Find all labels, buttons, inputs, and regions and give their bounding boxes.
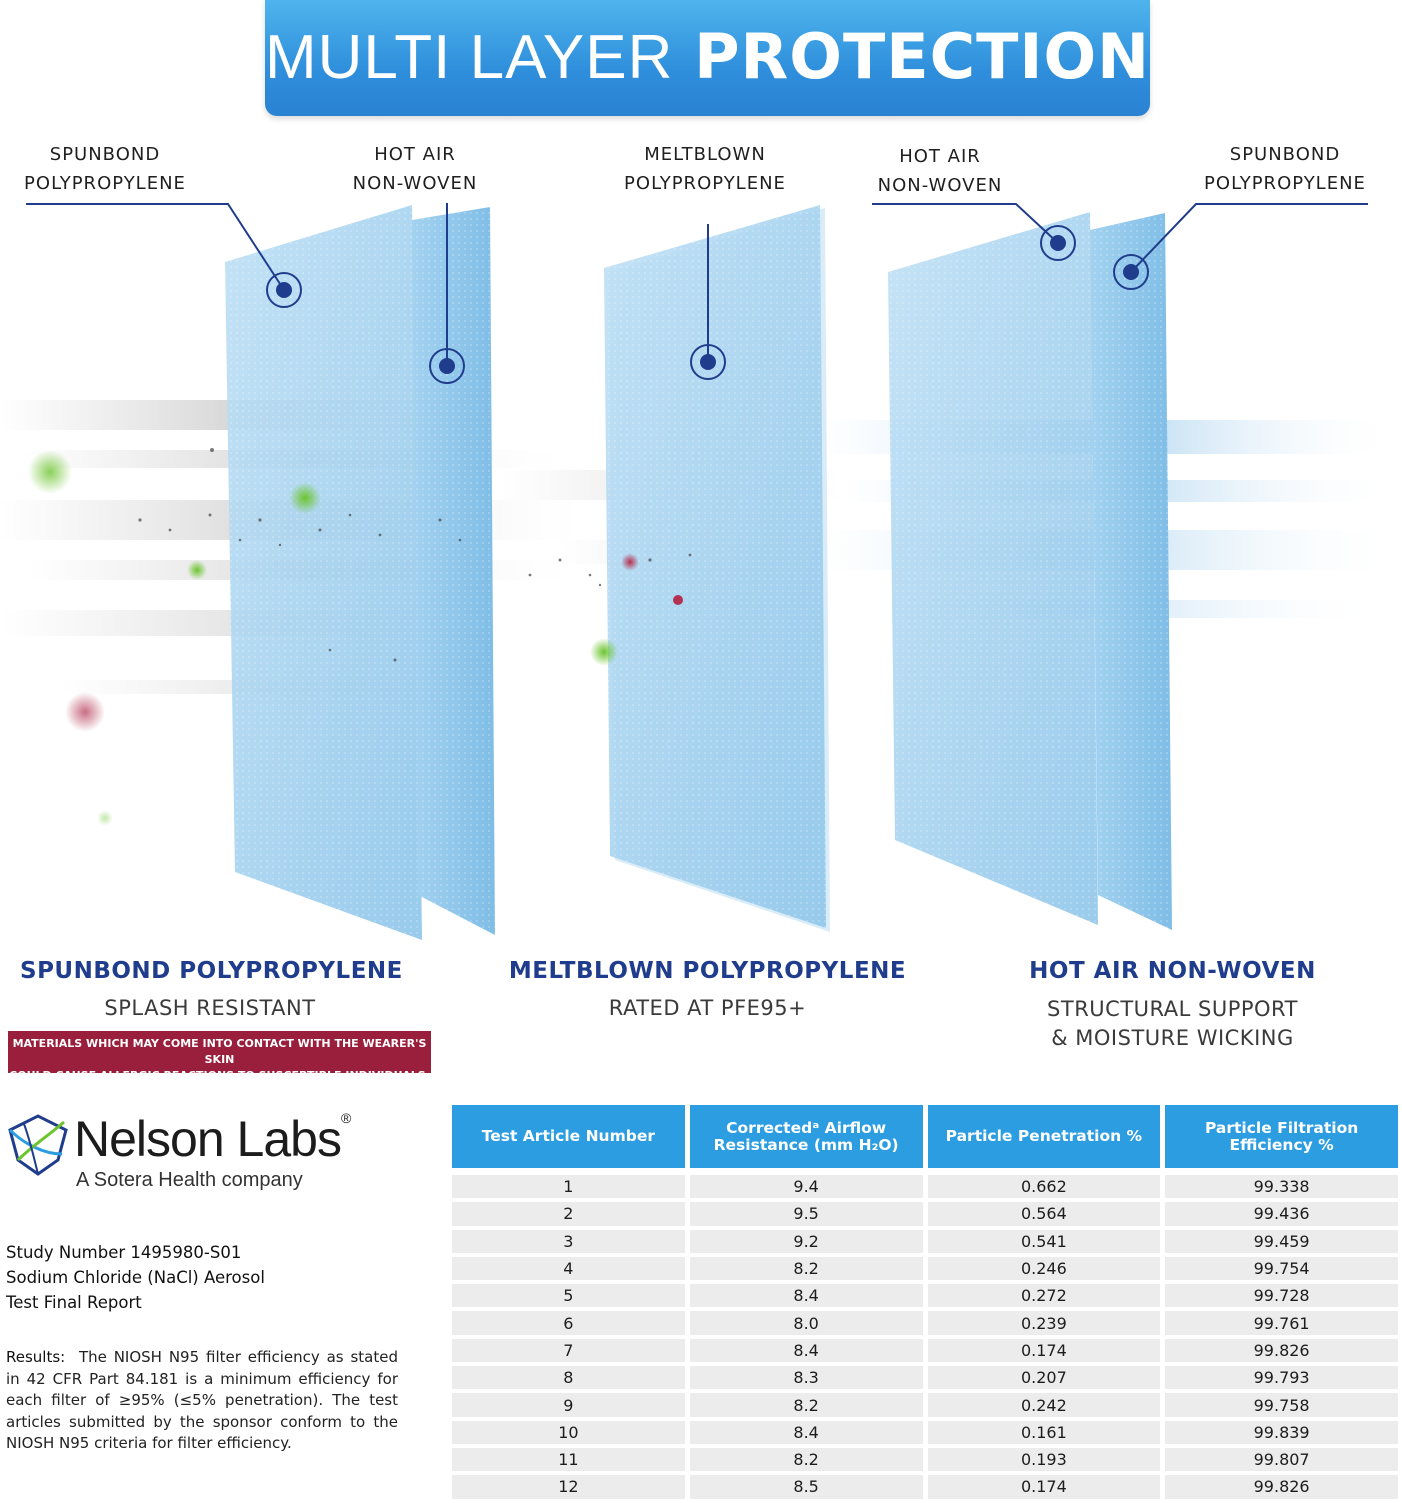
table-row: [452, 1339, 1398, 1362]
layer-hotair-left: [412, 207, 495, 935]
layer-label-line: HOT AIR: [899, 146, 981, 167]
layer-label-line: POLYPROPYLENE: [24, 173, 186, 194]
table-cell: 99.839: [1165, 1421, 1398, 1444]
warning-line: COULD CAUSE ALLERGIC REACTIONS TO SUSCEPTIBLE INDIVIDUALS.: [9, 1069, 430, 1082]
banner-title: [265, 20, 1150, 93]
table-cell: 12: [452, 1475, 685, 1498]
results-text: The NIOSH N95 filter efficiency as stated in 42 CFR Part 84.181 is a minimum efficiency for each filter of ≥95% (≤5% penetration). The test articles submitted by the sponsor conform to the NIOSH N95 criteria for filter efficiency.: [6, 1348, 398, 1452]
results-paragraph: [6, 1347, 398, 1455]
table-cell: 99.338: [1165, 1175, 1398, 1198]
table-cell: 4: [452, 1257, 685, 1280]
study-number: Study Number 1495980-S01: [6, 1243, 242, 1262]
table-cell: 99.761: [1165, 1311, 1398, 1334]
table-cell: 0.174: [928, 1475, 1161, 1498]
layer-label-line: HOT AIR: [374, 144, 456, 165]
caption-hotair-sub1: STRUCTURAL SUPPORT: [1047, 997, 1298, 1021]
banner-title-bold: PROTECTION: [694, 20, 1151, 93]
caption-hotair-title: HOT AIR NON-WOVEN: [1029, 958, 1316, 984]
table-row: [452, 1202, 1398, 1225]
layer-label-line: SPUNBOND: [1229, 144, 1341, 165]
table-cell: 99.436: [1165, 1202, 1398, 1225]
table-cell: 9.5: [690, 1202, 923, 1225]
table-row: [452, 1421, 1398, 1444]
table-cell: 8.5: [690, 1475, 923, 1498]
table-cell: 6: [452, 1311, 685, 1334]
layer-label-line: NON-WOVEN: [877, 175, 1003, 196]
column-header-airflow-resistance: Correctedᵃ Airflow Resistance (mm H₂O): [690, 1105, 923, 1168]
table-row: [452, 1284, 1398, 1307]
table-header: [452, 1105, 1398, 1168]
table-cell: 9.2: [690, 1230, 923, 1253]
mask-layers-illustration: [0, 120, 1402, 960]
layer-label-line: NON-WOVEN: [352, 173, 478, 194]
caption-meltblown-title: MELTBLOWN POLYPROPYLENE: [508, 958, 907, 984]
table-cell: 8.0: [690, 1311, 923, 1334]
table-cell: 8.2: [690, 1393, 923, 1416]
study-info: [6, 1240, 406, 1315]
table-cell: 0.246: [928, 1257, 1161, 1280]
caption-meltblown-sub: RATED AT PFE95+: [608, 996, 807, 1020]
column-header-penetration: Particle Penetration %: [928, 1105, 1161, 1168]
lab-tagline: A Sotera Health company: [76, 1169, 303, 1191]
table-cell: 11: [452, 1448, 685, 1471]
table-row: [452, 1393, 1398, 1416]
column-header-test-article: Test Article Number: [452, 1105, 685, 1168]
table-cell: 0.272: [928, 1284, 1161, 1307]
table-cell: 8: [452, 1366, 685, 1389]
layer-hotair-right: [888, 212, 1098, 925]
layer-label-line: SPUNBOND: [49, 144, 161, 165]
table-cell: 0.662: [928, 1175, 1161, 1198]
table-cell: 0.207: [928, 1366, 1161, 1389]
table-cell: 8.4: [690, 1339, 923, 1362]
table-cell: 99.758: [1165, 1393, 1398, 1416]
table-cell: 0.564: [928, 1202, 1161, 1225]
study-test-name: Sodium Chloride (NaCl) Aerosol: [6, 1268, 265, 1287]
layer-spunbond-left: [225, 205, 422, 940]
nelson-labs-logo-icon: [4, 1110, 72, 1180]
table-cell: 8.4: [690, 1421, 923, 1444]
column-header-filtration-efficiency: Particle Filtration Efficiency %: [1165, 1105, 1398, 1168]
table-cell: 0.541: [928, 1230, 1161, 1253]
filtration-results-table: [452, 1105, 1398, 1503]
table-row: [452, 1311, 1398, 1334]
table-body: [452, 1175, 1398, 1499]
table-cell: 99.459: [1165, 1230, 1398, 1253]
caption-spunbond-sub: SPLASH RESISTANT: [104, 996, 316, 1020]
layer-meltblown: [604, 205, 830, 932]
table-row: [452, 1175, 1398, 1198]
table-cell: 99.793: [1165, 1366, 1398, 1389]
layer-spunbond-right: [1090, 213, 1172, 930]
table-row: [452, 1448, 1398, 1471]
table-cell: 0.174: [928, 1339, 1161, 1362]
table-cell: 0.193: [928, 1448, 1161, 1471]
layer-label-line: POLYPROPYLENE: [1204, 173, 1366, 194]
table-cell: 8.4: [690, 1284, 923, 1307]
table-row: [452, 1257, 1398, 1280]
results-label: Results:: [6, 1348, 66, 1366]
caption-hotair-sub2: & MOISTURE WICKING: [1051, 1026, 1294, 1050]
table-cell: 10: [452, 1421, 685, 1444]
table-row: [452, 1230, 1398, 1253]
registered-mark: ®: [340, 1110, 351, 1126]
lab-name: Nelson Labs: [74, 1111, 341, 1167]
study-report-type: Test Final Report: [6, 1293, 142, 1312]
table-cell: 0.161: [928, 1421, 1161, 1444]
caption-spunbond-title: SPUNBOND POLYPROPYLENE: [20, 958, 403, 984]
table-cell: 0.239: [928, 1311, 1161, 1334]
table-cell: 5: [452, 1284, 685, 1307]
table-cell: 9: [452, 1393, 685, 1416]
table-row: [452, 1475, 1398, 1498]
table-cell: 99.826: [1165, 1339, 1398, 1362]
allergy-warning: [8, 1031, 431, 1082]
table-row: [452, 1366, 1398, 1389]
layer-label-line: POLYPROPYLENE: [624, 173, 786, 194]
table-cell: 1: [452, 1175, 685, 1198]
layer-label-line: MELTBLOWN: [644, 144, 766, 165]
table-cell: 7: [452, 1339, 685, 1362]
table-cell: 3: [452, 1230, 685, 1253]
table-cell: 8.2: [690, 1448, 923, 1471]
banner-title-light: MULTI LAYER: [265, 23, 674, 92]
table-cell: 8.3: [690, 1366, 923, 1389]
nelson-labs-wordmark: [74, 1110, 350, 1168]
warning-line: MATERIALS WHICH MAY COME INTO CONTACT WITH THE WEARER'S SKIN: [12, 1037, 427, 1066]
table-cell: 0.242: [928, 1393, 1161, 1416]
table-cell: 99.807: [1165, 1448, 1398, 1471]
table-cell: 9.4: [690, 1175, 923, 1198]
table-cell: 99.728: [1165, 1284, 1398, 1307]
table-cell: 99.826: [1165, 1475, 1398, 1498]
table-cell: 2: [452, 1202, 685, 1225]
table-cell: 99.754: [1165, 1257, 1398, 1280]
table-cell: 8.2: [690, 1257, 923, 1280]
